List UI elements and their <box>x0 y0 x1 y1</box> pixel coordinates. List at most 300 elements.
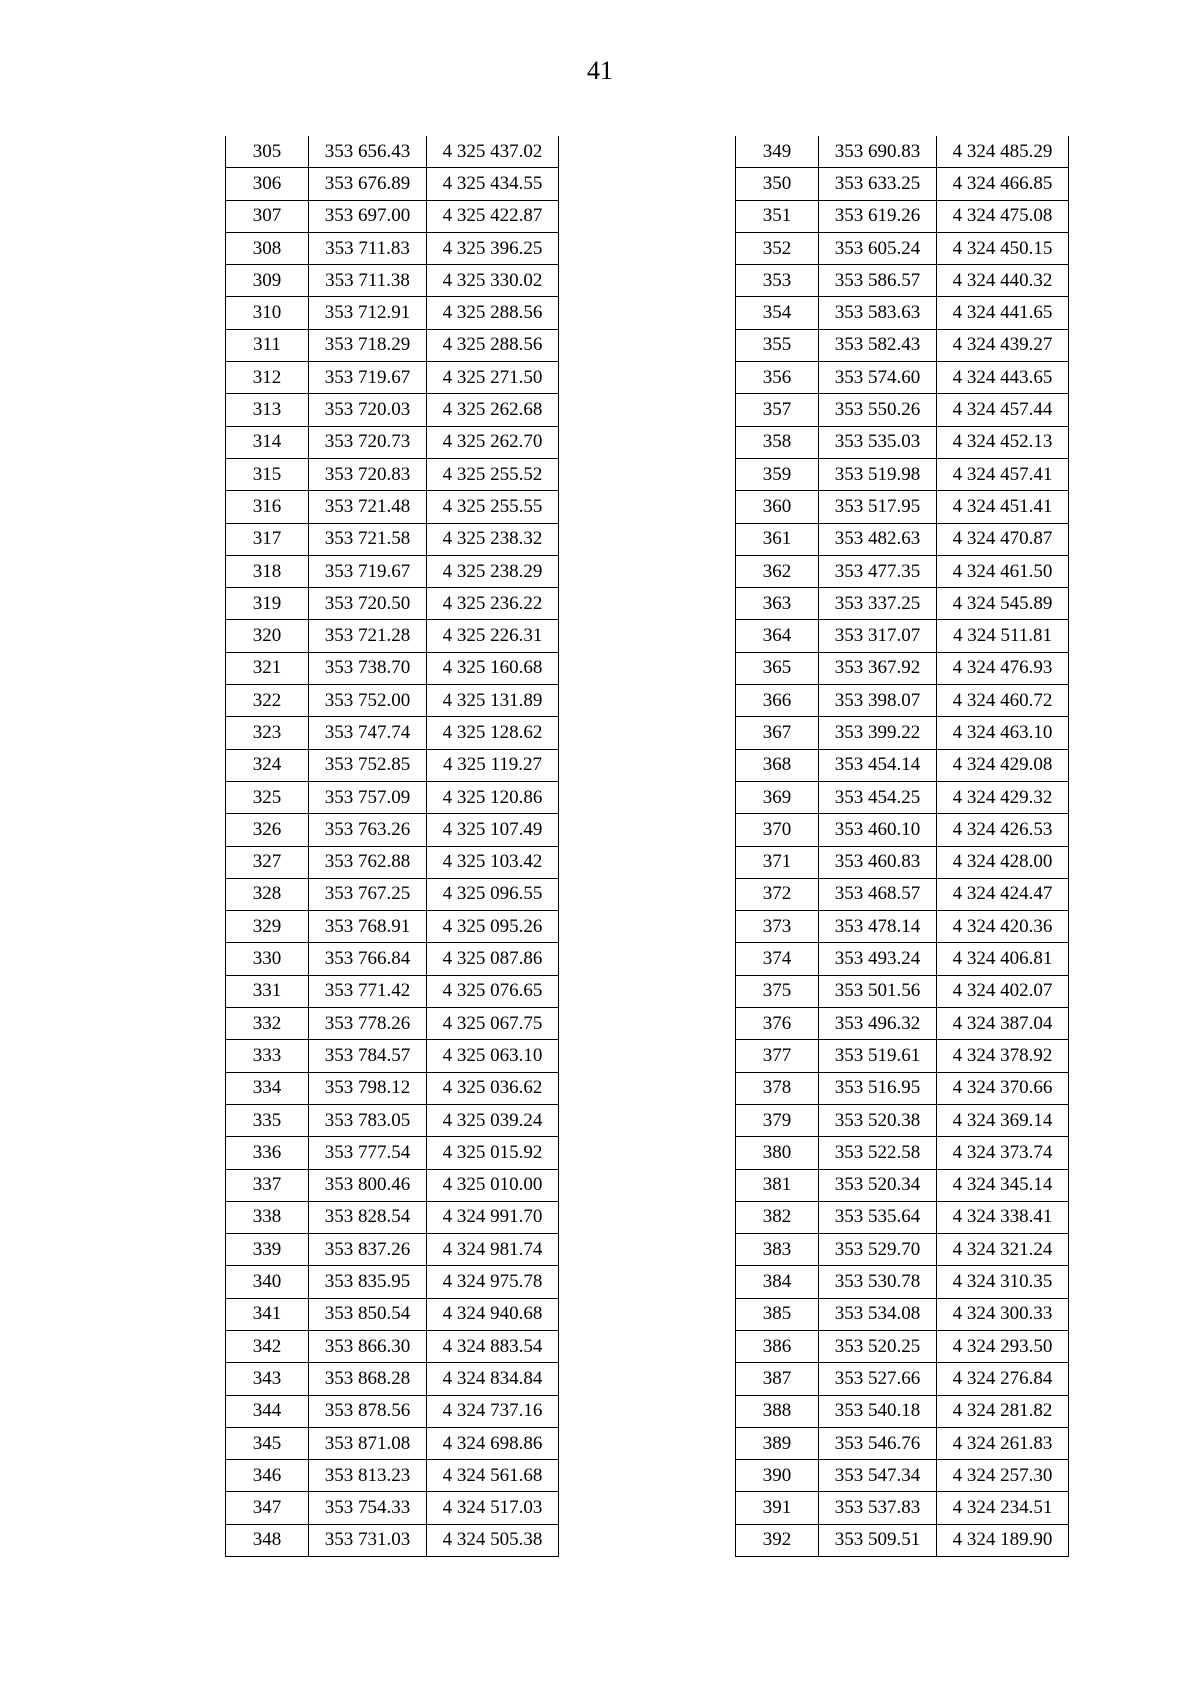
table-row <box>226 878 559 910</box>
point-number-cell: 354 <box>736 297 819 329</box>
x-coordinate-cell: 353 752.00 <box>309 685 427 717</box>
x-coordinate-cell: 353 868.28 <box>309 1363 427 1395</box>
y-coordinate-cell: 4 324 338.41 <box>937 1201 1069 1233</box>
point-number-cell: 333 <box>226 1040 309 1072</box>
y-coordinate-cell: 4 324 378.92 <box>937 1040 1069 1072</box>
table-row <box>736 426 1069 458</box>
point-number-cell: 310 <box>226 297 309 329</box>
point-number-cell: 375 <box>736 975 819 1007</box>
y-coordinate-cell: 4 324 441.65 <box>937 297 1069 329</box>
table-row <box>736 781 1069 813</box>
y-coordinate-cell: 4 324 428.00 <box>937 846 1069 878</box>
table-row <box>226 1040 559 1072</box>
x-coordinate-cell: 353 468.57 <box>819 878 937 910</box>
x-coordinate-cell: 353 766.84 <box>309 943 427 975</box>
table-row <box>226 168 559 200</box>
table-body <box>736 136 1069 1557</box>
table-row <box>736 620 1069 652</box>
table-row <box>736 1363 1069 1395</box>
point-number-cell: 306 <box>226 168 309 200</box>
x-coordinate-cell: 353 784.57 <box>309 1040 427 1072</box>
x-coordinate-cell: 353 537.83 <box>819 1492 937 1524</box>
table-row <box>226 1266 559 1298</box>
x-coordinate-cell: 353 574.60 <box>819 362 937 394</box>
x-coordinate-cell: 353 367.92 <box>819 652 937 684</box>
table-row <box>226 975 559 1007</box>
x-coordinate-cell: 353 871.08 <box>309 1427 427 1459</box>
point-number-cell: 347 <box>226 1492 309 1524</box>
point-number-cell: 387 <box>736 1363 819 1395</box>
table-row <box>736 1330 1069 1362</box>
x-coordinate-cell: 353 721.28 <box>309 620 427 652</box>
y-coordinate-cell: 4 325 119.27 <box>427 749 559 781</box>
table-row <box>736 523 1069 555</box>
x-coordinate-cell: 353 771.42 <box>309 975 427 1007</box>
y-coordinate-cell: 4 325 262.70 <box>427 426 559 458</box>
table-row <box>226 781 559 813</box>
y-coordinate-cell: 4 324 511.81 <box>937 620 1069 652</box>
table-row <box>226 749 559 781</box>
table-row <box>736 1395 1069 1427</box>
x-coordinate-cell: 353 478.14 <box>819 911 937 943</box>
x-coordinate-cell: 353 720.83 <box>309 458 427 490</box>
point-number-cell: 374 <box>736 943 819 975</box>
y-coordinate-cell: 4 324 402.07 <box>937 975 1069 1007</box>
y-coordinate-cell: 4 324 545.89 <box>937 588 1069 620</box>
y-coordinate-cell: 4 325 103.42 <box>427 846 559 878</box>
table-row <box>226 717 559 749</box>
x-coordinate-cell: 353 721.58 <box>309 523 427 555</box>
table-row <box>226 1104 559 1136</box>
x-coordinate-cell: 353 711.38 <box>309 265 427 297</box>
point-number-cell: 361 <box>736 523 819 555</box>
x-coordinate-cell: 353 582.43 <box>819 329 937 361</box>
point-number-cell: 329 <box>226 911 309 943</box>
x-coordinate-cell: 353 535.64 <box>819 1201 937 1233</box>
table-row <box>226 652 559 684</box>
y-coordinate-cell: 4 324 457.44 <box>937 394 1069 426</box>
point-number-cell: 357 <box>736 394 819 426</box>
point-number-cell: 367 <box>736 717 819 749</box>
x-coordinate-cell: 353 783.05 <box>309 1104 427 1136</box>
y-coordinate-cell: 4 325 226.31 <box>427 620 559 652</box>
point-number-cell: 373 <box>736 911 819 943</box>
x-coordinate-cell: 353 835.95 <box>309 1266 427 1298</box>
point-number-cell: 382 <box>736 1201 819 1233</box>
point-number-cell: 391 <box>736 1492 819 1524</box>
point-number-cell: 316 <box>226 491 309 523</box>
y-coordinate-cell: 4 325 015.92 <box>427 1137 559 1169</box>
x-coordinate-cell: 353 633.25 <box>819 168 937 200</box>
point-number-cell: 326 <box>226 814 309 846</box>
point-number-cell: 345 <box>226 1427 309 1459</box>
y-coordinate-cell: 4 325 036.62 <box>427 1072 559 1104</box>
y-coordinate-cell: 4 324 281.82 <box>937 1395 1069 1427</box>
x-coordinate-cell: 353 482.63 <box>819 523 937 555</box>
x-coordinate-cell: 353 527.66 <box>819 1363 937 1395</box>
table-row <box>736 588 1069 620</box>
point-number-cell: 360 <box>736 491 819 523</box>
table-row <box>226 814 559 846</box>
x-coordinate-cell: 353 399.22 <box>819 717 937 749</box>
point-number-cell: 309 <box>226 265 309 297</box>
table-row <box>226 394 559 426</box>
point-number-cell: 344 <box>226 1395 309 1427</box>
y-coordinate-cell: 4 324 470.87 <box>937 523 1069 555</box>
point-number-cell: 330 <box>226 943 309 975</box>
y-coordinate-cell: 4 324 698.86 <box>427 1427 559 1459</box>
table-row <box>226 297 559 329</box>
y-coordinate-cell: 4 324 310.35 <box>937 1266 1069 1298</box>
table-row <box>226 1072 559 1104</box>
table-row <box>736 1492 1069 1524</box>
point-number-cell: 335 <box>226 1104 309 1136</box>
x-coordinate-cell: 353 520.25 <box>819 1330 937 1362</box>
x-coordinate-cell: 353 534.08 <box>819 1298 937 1330</box>
x-coordinate-cell: 353 866.30 <box>309 1330 427 1362</box>
y-coordinate-cell: 4 325 095.26 <box>427 911 559 943</box>
x-coordinate-cell: 353 690.83 <box>819 136 937 168</box>
point-number-cell: 365 <box>736 652 819 684</box>
table-row <box>226 491 559 523</box>
y-coordinate-cell: 4 324 505.38 <box>427 1524 559 1556</box>
x-coordinate-cell: 353 398.07 <box>819 685 937 717</box>
table-row <box>226 1330 559 1362</box>
y-coordinate-cell: 4 325 039.24 <box>427 1104 559 1136</box>
x-coordinate-cell: 353 586.57 <box>819 265 937 297</box>
y-coordinate-cell: 4 324 450.15 <box>937 232 1069 264</box>
point-number-cell: 381 <box>736 1169 819 1201</box>
table-row <box>736 911 1069 943</box>
y-coordinate-cell: 4 324 426.53 <box>937 814 1069 846</box>
x-coordinate-cell: 353 583.63 <box>819 297 937 329</box>
table-row <box>226 685 559 717</box>
y-coordinate-cell: 4 324 293.50 <box>937 1330 1069 1362</box>
y-coordinate-cell: 4 324 261.83 <box>937 1427 1069 1459</box>
y-coordinate-cell: 4 324 443.65 <box>937 362 1069 394</box>
point-number-cell: 331 <box>226 975 309 1007</box>
y-coordinate-cell: 4 324 387.04 <box>937 1008 1069 1040</box>
table-row <box>736 717 1069 749</box>
table-row <box>736 652 1069 684</box>
y-coordinate-cell: 4 325 238.32 <box>427 523 559 555</box>
point-number-cell: 385 <box>736 1298 819 1330</box>
y-coordinate-cell: 4 324 475.08 <box>937 200 1069 232</box>
x-coordinate-cell: 353 337.25 <box>819 588 937 620</box>
point-number-cell: 311 <box>226 329 309 361</box>
table-row <box>226 1234 559 1266</box>
y-coordinate-cell: 4 324 276.84 <box>937 1363 1069 1395</box>
table-row <box>736 1104 1069 1136</box>
table-row <box>736 491 1069 523</box>
point-number-cell: 362 <box>736 555 819 587</box>
x-coordinate-cell: 353 656.43 <box>309 136 427 168</box>
y-coordinate-cell: 4 324 321.24 <box>937 1234 1069 1266</box>
y-coordinate-cell: 4 325 330.02 <box>427 265 559 297</box>
table-row <box>736 1137 1069 1169</box>
y-coordinate-cell: 4 324 234.51 <box>937 1492 1069 1524</box>
table-row <box>226 1169 559 1201</box>
table-row <box>736 685 1069 717</box>
x-coordinate-cell: 353 720.03 <box>309 394 427 426</box>
point-number-cell: 320 <box>226 620 309 652</box>
x-coordinate-cell: 353 496.32 <box>819 1008 937 1040</box>
y-coordinate-cell: 4 324 561.68 <box>427 1460 559 1492</box>
y-coordinate-cell: 4 324 406.81 <box>937 943 1069 975</box>
x-coordinate-cell: 353 519.61 <box>819 1040 937 1072</box>
point-number-cell: 340 <box>226 1266 309 1298</box>
point-number-cell: 390 <box>736 1460 819 1492</box>
y-coordinate-cell: 4 325 434.55 <box>427 168 559 200</box>
x-coordinate-cell: 353 719.67 <box>309 555 427 587</box>
point-number-cell: 327 <box>226 846 309 878</box>
point-number-cell: 318 <box>226 555 309 587</box>
x-coordinate-cell: 353 460.10 <box>819 814 937 846</box>
x-coordinate-cell: 353 522.58 <box>819 1137 937 1169</box>
table-row <box>226 1427 559 1459</box>
point-number-cell: 363 <box>736 588 819 620</box>
point-number-cell: 332 <box>226 1008 309 1040</box>
x-coordinate-cell: 353 493.24 <box>819 943 937 975</box>
coordinates-table-left <box>225 136 559 1557</box>
table-body <box>226 136 559 1557</box>
y-coordinate-cell: 4 325 238.29 <box>427 555 559 587</box>
y-coordinate-cell: 4 324 991.70 <box>427 1201 559 1233</box>
y-coordinate-cell: 4 324 466.85 <box>937 168 1069 200</box>
point-number-cell: 358 <box>736 426 819 458</box>
x-coordinate-cell: 353 731.03 <box>309 1524 427 1556</box>
point-number-cell: 350 <box>736 168 819 200</box>
x-coordinate-cell: 353 501.56 <box>819 975 937 1007</box>
table-row <box>736 1201 1069 1233</box>
x-coordinate-cell: 353 777.54 <box>309 1137 427 1169</box>
x-coordinate-cell: 353 828.54 <box>309 1201 427 1233</box>
y-coordinate-cell: 4 324 476.93 <box>937 652 1069 684</box>
y-coordinate-cell: 4 325 422.87 <box>427 200 559 232</box>
point-number-cell: 313 <box>226 394 309 426</box>
table-row <box>736 265 1069 297</box>
table-row <box>736 168 1069 200</box>
point-number-cell: 370 <box>736 814 819 846</box>
table-row <box>736 394 1069 426</box>
x-coordinate-cell: 353 516.95 <box>819 1072 937 1104</box>
table-row <box>226 232 559 264</box>
y-coordinate-cell: 4 324 457.41 <box>937 458 1069 490</box>
x-coordinate-cell: 353 454.14 <box>819 749 937 781</box>
y-coordinate-cell: 4 325 271.50 <box>427 362 559 394</box>
table-row <box>736 846 1069 878</box>
table-row <box>736 1169 1069 1201</box>
y-coordinate-cell: 4 324 370.66 <box>937 1072 1069 1104</box>
y-coordinate-cell: 4 325 255.55 <box>427 491 559 523</box>
x-coordinate-cell: 353 317.07 <box>819 620 937 652</box>
table-row <box>736 458 1069 490</box>
table-row <box>226 620 559 652</box>
table-row <box>736 1234 1069 1266</box>
coordinates-table-right <box>735 136 1069 1557</box>
x-coordinate-cell: 353 546.76 <box>819 1427 937 1459</box>
point-number-cell: 359 <box>736 458 819 490</box>
table-row <box>226 1460 559 1492</box>
y-coordinate-cell: 4 324 439.27 <box>937 329 1069 361</box>
point-number-cell: 339 <box>226 1234 309 1266</box>
point-number-cell: 392 <box>736 1524 819 1556</box>
y-coordinate-cell: 4 325 437.02 <box>427 136 559 168</box>
point-number-cell: 372 <box>736 878 819 910</box>
point-number-cell: 325 <box>226 781 309 813</box>
x-coordinate-cell: 353 550.26 <box>819 394 937 426</box>
y-coordinate-cell: 4 324 975.78 <box>427 1266 559 1298</box>
table-row <box>226 846 559 878</box>
y-coordinate-cell: 4 324 463.10 <box>937 717 1069 749</box>
table-row <box>736 1460 1069 1492</box>
x-coordinate-cell: 353 676.89 <box>309 168 427 200</box>
x-coordinate-cell: 353 454.25 <box>819 781 937 813</box>
y-coordinate-cell: 4 324 460.72 <box>937 685 1069 717</box>
x-coordinate-cell: 353 530.78 <box>819 1266 937 1298</box>
x-coordinate-cell: 353 768.91 <box>309 911 427 943</box>
point-number-cell: 351 <box>736 200 819 232</box>
table-row <box>736 1008 1069 1040</box>
point-number-cell: 346 <box>226 1460 309 1492</box>
x-coordinate-cell: 353 747.74 <box>309 717 427 749</box>
x-coordinate-cell: 353 520.34 <box>819 1169 937 1201</box>
x-coordinate-cell: 353 798.12 <box>309 1072 427 1104</box>
y-coordinate-cell: 4 324 485.29 <box>937 136 1069 168</box>
y-coordinate-cell: 4 324 517.03 <box>427 1492 559 1524</box>
x-coordinate-cell: 353 547.34 <box>819 1460 937 1492</box>
x-coordinate-cell: 353 757.09 <box>309 781 427 813</box>
y-coordinate-cell: 4 325 396.25 <box>427 232 559 264</box>
table-row <box>226 362 559 394</box>
point-number-cell: 383 <box>736 1234 819 1266</box>
y-coordinate-cell: 4 325 160.68 <box>427 652 559 684</box>
point-number-cell: 317 <box>226 523 309 555</box>
point-number-cell: 368 <box>736 749 819 781</box>
table-row <box>226 943 559 975</box>
point-number-cell: 305 <box>226 136 309 168</box>
y-coordinate-cell: 4 325 063.10 <box>427 1040 559 1072</box>
point-number-cell: 355 <box>736 329 819 361</box>
y-coordinate-cell: 4 325 087.86 <box>427 943 559 975</box>
table-row <box>226 911 559 943</box>
x-coordinate-cell: 353 800.46 <box>309 1169 427 1201</box>
table-row <box>226 1363 559 1395</box>
y-coordinate-cell: 4 324 300.33 <box>937 1298 1069 1330</box>
table-row <box>226 426 559 458</box>
y-coordinate-cell: 4 324 429.32 <box>937 781 1069 813</box>
y-coordinate-cell: 4 325 131.89 <box>427 685 559 717</box>
y-coordinate-cell: 4 324 883.54 <box>427 1330 559 1362</box>
y-coordinate-cell: 4 325 288.56 <box>427 297 559 329</box>
table-row <box>226 1137 559 1169</box>
point-number-cell: 334 <box>226 1072 309 1104</box>
x-coordinate-cell: 353 540.18 <box>819 1395 937 1427</box>
y-coordinate-cell: 4 325 236.22 <box>427 588 559 620</box>
point-number-cell: 338 <box>226 1201 309 1233</box>
x-coordinate-cell: 353 517.95 <box>819 491 937 523</box>
x-coordinate-cell: 353 535.03 <box>819 426 937 458</box>
x-coordinate-cell: 353 813.23 <box>309 1460 427 1492</box>
x-coordinate-cell: 353 718.29 <box>309 329 427 361</box>
y-coordinate-cell: 4 325 288.56 <box>427 329 559 361</box>
table-row <box>736 297 1069 329</box>
table-row <box>736 555 1069 587</box>
y-coordinate-cell: 4 324 257.30 <box>937 1460 1069 1492</box>
point-number-cell: 377 <box>736 1040 819 1072</box>
x-coordinate-cell: 353 619.26 <box>819 200 937 232</box>
table-row <box>736 975 1069 1007</box>
y-coordinate-cell: 4 325 128.62 <box>427 717 559 749</box>
table-row <box>736 814 1069 846</box>
x-coordinate-cell: 353 754.33 <box>309 1492 427 1524</box>
point-number-cell: 386 <box>736 1330 819 1362</box>
x-coordinate-cell: 353 711.83 <box>309 232 427 264</box>
point-number-cell: 343 <box>226 1363 309 1395</box>
x-coordinate-cell: 353 878.56 <box>309 1395 427 1427</box>
table-row <box>226 136 559 168</box>
x-coordinate-cell: 353 529.70 <box>819 1234 937 1266</box>
point-number-cell: 389 <box>736 1427 819 1459</box>
y-coordinate-cell: 4 324 451.41 <box>937 491 1069 523</box>
point-number-cell: 341 <box>226 1298 309 1330</box>
x-coordinate-cell: 353 837.26 <box>309 1234 427 1266</box>
point-number-cell: 337 <box>226 1169 309 1201</box>
y-coordinate-cell: 4 324 452.13 <box>937 426 1069 458</box>
table-row <box>226 1201 559 1233</box>
table-row <box>226 265 559 297</box>
x-coordinate-cell: 353 460.83 <box>819 846 937 878</box>
point-number-cell: 324 <box>226 749 309 781</box>
table-row <box>226 458 559 490</box>
point-number-cell: 322 <box>226 685 309 717</box>
point-number-cell: 348 <box>226 1524 309 1556</box>
point-number-cell: 349 <box>736 136 819 168</box>
point-number-cell: 356 <box>736 362 819 394</box>
x-coordinate-cell: 353 850.54 <box>309 1298 427 1330</box>
point-number-cell: 307 <box>226 200 309 232</box>
table-row <box>226 200 559 232</box>
y-coordinate-cell: 4 324 424.47 <box>937 878 1069 910</box>
x-coordinate-cell: 353 738.70 <box>309 652 427 684</box>
point-number-cell: 342 <box>226 1330 309 1362</box>
table-row <box>736 1040 1069 1072</box>
y-coordinate-cell: 4 324 737.16 <box>427 1395 559 1427</box>
y-coordinate-cell: 4 325 076.65 <box>427 975 559 1007</box>
point-number-cell: 315 <box>226 458 309 490</box>
table-row <box>736 749 1069 781</box>
table-row <box>226 1298 559 1330</box>
x-coordinate-cell: 353 721.48 <box>309 491 427 523</box>
point-number-cell: 321 <box>226 652 309 684</box>
table-row <box>736 329 1069 361</box>
y-coordinate-cell: 4 324 369.14 <box>937 1104 1069 1136</box>
x-coordinate-cell: 353 477.35 <box>819 555 937 587</box>
table-row <box>226 1008 559 1040</box>
y-coordinate-cell: 4 325 107.49 <box>427 814 559 846</box>
table-row <box>226 329 559 361</box>
point-number-cell: 371 <box>736 846 819 878</box>
y-coordinate-cell: 4 324 834.84 <box>427 1363 559 1395</box>
table-row <box>226 555 559 587</box>
x-coordinate-cell: 353 762.88 <box>309 846 427 878</box>
x-coordinate-cell: 353 778.26 <box>309 1008 427 1040</box>
y-coordinate-cell: 4 325 096.55 <box>427 878 559 910</box>
table-row <box>736 1298 1069 1330</box>
y-coordinate-cell: 4 325 120.86 <box>427 781 559 813</box>
page-number: 41 <box>587 56 613 85</box>
point-number-cell: 308 <box>226 232 309 264</box>
